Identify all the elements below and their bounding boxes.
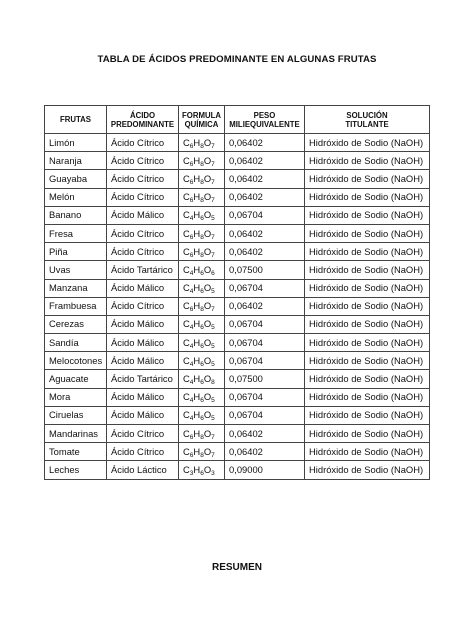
cell-weight: 0,07500 [225, 261, 305, 279]
formula-element: C [183, 445, 190, 457]
cell-weight: 0,09000 [225, 461, 305, 479]
cell-formula [179, 352, 225, 370]
formula-element: C [183, 427, 190, 439]
formula-subscript: 6 [189, 433, 194, 441]
cell-weight: 0,06402 [225, 188, 305, 206]
cell-solution: Hidróxido de Sodio (NaOH) [305, 406, 430, 424]
formula-subscript: 6 [200, 215, 204, 223]
cell-formula [179, 170, 225, 188]
page-title: TABLA DE ÁCIDOS PREDOMINANTE EN ALGUNAS FRUTAS [97, 54, 377, 65]
cell-fruit: Piña [45, 243, 107, 261]
formula-subscript: 6 [211, 269, 215, 277]
formula-element: H [193, 154, 201, 166]
formula-subscript: 4 [189, 397, 194, 405]
cell-formula [179, 188, 225, 206]
formula-subscript: 8 [200, 306, 204, 314]
acids-table [44, 105, 430, 480]
formula-element: H [193, 409, 201, 421]
formula-element: C [183, 354, 190, 366]
formula-element: H [193, 227, 201, 239]
formula-subscript: 4 [189, 342, 194, 350]
formula-subscript: 8 [211, 379, 215, 387]
formula-subscript: 6 [200, 379, 204, 387]
cell-acid: Ácido Cítrico [107, 297, 179, 315]
formula-element: O [203, 409, 212, 421]
formula-subscript: 5 [211, 397, 215, 405]
cell-fruit: Leches [45, 461, 107, 479]
cell-formula [179, 425, 225, 443]
cell-weight: 0,06402 [225, 134, 305, 152]
table-row [45, 170, 430, 188]
formula-subscript: 8 [200, 433, 204, 441]
cell-acid: Ácido Cítrico [107, 152, 179, 170]
formula-subscript: 6 [189, 306, 194, 314]
cell-acid: Ácido Cítrico [107, 443, 179, 461]
cell-weight: 0,07500 [225, 370, 305, 388]
table-row [45, 134, 430, 152]
formula-element: O [203, 427, 212, 439]
formula-subscript: 7 [211, 142, 215, 150]
cell-solution: Hidróxido de Sodio (NaOH) [305, 388, 430, 406]
formula-subscript: 6 [189, 178, 194, 186]
formula-element: O [203, 463, 212, 475]
cell-formula [179, 279, 225, 297]
section-heading: RESUMEN [211, 562, 262, 573]
formula-element: O [203, 263, 212, 275]
table-row [45, 224, 430, 242]
cell-acid: Ácido Tartárico [107, 261, 179, 279]
cell-formula [179, 334, 225, 352]
cell-weight: 0,06704 [225, 279, 305, 297]
formula-element: O [203, 445, 212, 457]
table-row [45, 388, 430, 406]
formula-element: C [183, 245, 190, 257]
cell-acid: Ácido Málico [107, 334, 179, 352]
table-row [45, 188, 430, 206]
cell-fruit: Tomate [45, 443, 107, 461]
table-row [45, 370, 430, 388]
header-acid: ÁCIDO PREDOMINANTE [107, 106, 179, 134]
cell-weight: 0,06704 [225, 388, 305, 406]
formula-element: O [203, 191, 212, 203]
formula-element: H [193, 318, 201, 330]
formula-element: H [193, 427, 201, 439]
cell-fruit: Guayaba [45, 170, 107, 188]
formula-subscript: 6 [200, 397, 204, 405]
cell-formula [179, 370, 225, 388]
cell-acid: Ácido Cítrico [107, 170, 179, 188]
formula-element: O [203, 136, 212, 148]
formula-subscript: 4 [189, 360, 194, 368]
formula-subscript: 7 [211, 451, 215, 459]
cell-solution: Hidróxido de Sodio (NaOH) [305, 188, 430, 206]
formula-element: H [193, 263, 201, 275]
cell-acid: Ácido Málico [107, 406, 179, 424]
cell-fruit: Melón [45, 188, 107, 206]
formula-subscript: 6 [189, 251, 194, 259]
formula-element: C [183, 191, 190, 203]
cell-solution: Hidróxido de Sodio (NaOH) [305, 279, 430, 297]
cell-weight: 0,06704 [225, 406, 305, 424]
formula-subscript: 6 [189, 233, 194, 241]
formula-element: C [183, 336, 190, 348]
cell-solution: Hidróxido de Sodio (NaOH) [305, 152, 430, 170]
formula-subscript: 6 [189, 197, 194, 205]
formula-subscript: 7 [211, 178, 215, 186]
cell-weight: 0,06704 [225, 206, 305, 224]
cell-acid: Ácido Málico [107, 352, 179, 370]
formula-subscript: 3 [189, 469, 194, 477]
formula-element: H [193, 172, 201, 184]
table-row [45, 425, 430, 443]
cell-acid: Ácido Málico [107, 206, 179, 224]
cell-acid: Ácido Cítrico [107, 425, 179, 443]
cell-solution: Hidróxido de Sodio (NaOH) [305, 334, 430, 352]
formula-element: H [193, 445, 201, 457]
cell-formula [179, 152, 225, 170]
formula-subscript: 8 [200, 233, 204, 241]
formula-subscript: 6 [200, 324, 204, 332]
formula-element: O [203, 300, 212, 312]
formula-element: H [193, 354, 201, 366]
table-row [45, 443, 430, 461]
formula-element: O [203, 154, 212, 166]
cell-fruit: Limón [45, 134, 107, 152]
cell-acid: Ácido Cítrico [107, 243, 179, 261]
formula-element: H [193, 391, 201, 403]
formula-subscript: 6 [200, 269, 204, 277]
cell-solution: Hidróxido de Sodio (NaOH) [305, 170, 430, 188]
formula-subscript: 5 [211, 342, 215, 350]
table-row [45, 334, 430, 352]
formula-element: C [183, 227, 190, 239]
cell-fruit: Melocotones [45, 352, 107, 370]
cell-solution: Hidróxido de Sodio (NaOH) [305, 315, 430, 333]
header-weight: PESO MILIEQUIVALENTE [225, 106, 305, 134]
formula-subscript: 3 [211, 469, 215, 477]
formula-subscript: 7 [211, 306, 215, 314]
cell-fruit: Banano [45, 206, 107, 224]
cell-acid: Ácido Málico [107, 279, 179, 297]
cell-acid: Ácido Cítrico [107, 188, 179, 206]
cell-solution: Hidróxido de Sodio (NaOH) [305, 352, 430, 370]
cell-fruit: Fresa [45, 224, 107, 242]
cell-formula [179, 243, 225, 261]
formula-element: O [203, 209, 212, 221]
cell-weight: 0,06402 [225, 425, 305, 443]
cell-fruit: Ciruelas [45, 406, 107, 424]
formula-subscript: 7 [211, 433, 215, 441]
table-row [45, 279, 430, 297]
formula-subscript: 6 [189, 451, 194, 459]
table-row [45, 206, 430, 224]
cell-weight: 0,06704 [225, 334, 305, 352]
formula-element: C [183, 263, 190, 275]
cell-fruit: Sandía [45, 334, 107, 352]
formula-subscript: 6 [189, 160, 194, 168]
cell-weight: 0,06402 [225, 224, 305, 242]
formula-subscript: 6 [200, 469, 204, 477]
cell-formula [179, 297, 225, 315]
formula-element: O [203, 282, 212, 294]
cell-formula [179, 261, 225, 279]
formula-subscript: 8 [200, 160, 204, 168]
formula-subscript: 4 [189, 379, 194, 387]
cell-formula [179, 206, 225, 224]
cell-weight: 0,06402 [225, 152, 305, 170]
cell-solution: Hidróxido de Sodio (NaOH) [305, 370, 430, 388]
formula-element: H [193, 136, 201, 148]
table-row [45, 261, 430, 279]
cell-weight: 0,06402 [225, 170, 305, 188]
cell-formula [179, 461, 225, 479]
cell-solution: Hidróxido de Sodio (NaOH) [305, 261, 430, 279]
formula-element: C [183, 154, 190, 166]
cell-weight: 0,06402 [225, 443, 305, 461]
formula-subscript: 8 [200, 142, 204, 150]
formula-element: H [193, 209, 201, 221]
cell-fruit: Frambuesa [45, 297, 107, 315]
cell-formula [179, 315, 225, 333]
formula-element: C [183, 463, 190, 475]
formula-element: C [183, 282, 190, 294]
cell-formula [179, 406, 225, 424]
formula-element: O [203, 354, 212, 366]
formula-element: O [203, 245, 212, 257]
table-row [45, 406, 430, 424]
cell-solution: Hidróxido de Sodio (NaOH) [305, 243, 430, 261]
formula-element: C [183, 318, 190, 330]
formula-element: C [183, 409, 190, 421]
table-row [45, 297, 430, 315]
table-body [45, 134, 430, 480]
cell-solution: Hidróxido de Sodio (NaOH) [305, 461, 430, 479]
formula-subscript: 6 [200, 415, 204, 423]
formula-element: O [203, 373, 212, 385]
formula-element: O [203, 318, 212, 330]
formula-subscript: 4 [189, 269, 194, 277]
cell-acid: Ácido Cítrico [107, 134, 179, 152]
formula-subscript: 4 [189, 215, 194, 223]
formula-subscript: 5 [211, 360, 215, 368]
header-fruit: FRUTAS [45, 106, 107, 134]
cell-fruit: Uvas [45, 261, 107, 279]
cell-fruit: Mora [45, 388, 107, 406]
cell-acid: Ácido Málico [107, 315, 179, 333]
formula-subscript: 4 [189, 415, 194, 423]
formula-subscript: 8 [200, 251, 204, 259]
formula-subscript: 6 [189, 142, 194, 150]
cell-fruit: Cerezas [45, 315, 107, 333]
cell-fruit: Aguacate [45, 370, 107, 388]
formula-element: C [183, 391, 190, 403]
cell-solution: Hidróxido de Sodio (NaOH) [305, 425, 430, 443]
cell-weight: 0,06704 [225, 315, 305, 333]
formula-subscript: 7 [211, 197, 215, 205]
formula-subscript: 7 [211, 251, 215, 259]
cell-fruit: Manzana [45, 279, 107, 297]
formula-element: H [193, 245, 201, 257]
formula-subscript: 5 [211, 415, 215, 423]
formula-element: H [193, 191, 201, 203]
cell-solution: Hidróxido de Sodio (NaOH) [305, 297, 430, 315]
formula-subscript: 6 [200, 288, 204, 296]
formula-subscript: 4 [189, 288, 194, 296]
formula-subscript: 7 [211, 233, 215, 241]
cell-weight: 0,06704 [225, 352, 305, 370]
cell-formula [179, 443, 225, 461]
header-formula: FORMULA QUÍMICA [179, 106, 225, 134]
cell-solution: Hidróxido de Sodio (NaOH) [305, 443, 430, 461]
formula-element: O [203, 391, 212, 403]
cell-acid: Ácido Láctico [107, 461, 179, 479]
cell-formula [179, 134, 225, 152]
cell-solution: Hidróxido de Sodio (NaOH) [305, 224, 430, 242]
formula-element: O [203, 336, 212, 348]
formula-element: H [193, 282, 201, 294]
table-row [45, 243, 430, 261]
formula-element: C [183, 209, 190, 221]
cell-fruit: Mandarinas [45, 425, 107, 443]
cell-solution: Hidróxido de Sodio (NaOH) [305, 206, 430, 224]
cell-acid: Ácido Tartárico [107, 370, 179, 388]
cell-acid: Ácido Cítrico [107, 224, 179, 242]
formula-element: C [183, 136, 190, 148]
table-row [45, 152, 430, 170]
formula-element: H [193, 373, 201, 385]
formula-subscript: 4 [189, 324, 194, 332]
formula-subscript: 5 [211, 215, 215, 223]
formula-element: H [193, 300, 201, 312]
formula-subscript: 7 [211, 160, 215, 168]
formula-subscript: 5 [211, 288, 215, 296]
cell-formula [179, 224, 225, 242]
formula-element: O [203, 172, 212, 184]
formula-element: O [203, 227, 212, 239]
formula-subscript: 6 [200, 360, 204, 368]
formula-subscript: 8 [200, 178, 204, 186]
cell-acid: Ácido Málico [107, 388, 179, 406]
cell-formula [179, 388, 225, 406]
formula-element: C [183, 300, 190, 312]
formula-subscript: 8 [200, 197, 204, 205]
formula-subscript: 8 [200, 451, 204, 459]
table-row [45, 352, 430, 370]
cell-weight: 0,06402 [225, 297, 305, 315]
formula-element: C [183, 172, 190, 184]
table-row [45, 315, 430, 333]
formula-element: H [193, 336, 201, 348]
cell-fruit: Naranja [45, 152, 107, 170]
cell-weight: 0,06402 [225, 243, 305, 261]
table-header-row [45, 106, 430, 134]
table-row [45, 461, 430, 479]
formula-subscript: 6 [200, 342, 204, 350]
cell-solution: Hidróxido de Sodio (NaOH) [305, 134, 430, 152]
formula-element: H [193, 463, 201, 475]
formula-element: C [183, 373, 190, 385]
header-solution: SOLUCIÓN TITULANTE [305, 106, 430, 134]
formula-subscript: 5 [211, 324, 215, 332]
